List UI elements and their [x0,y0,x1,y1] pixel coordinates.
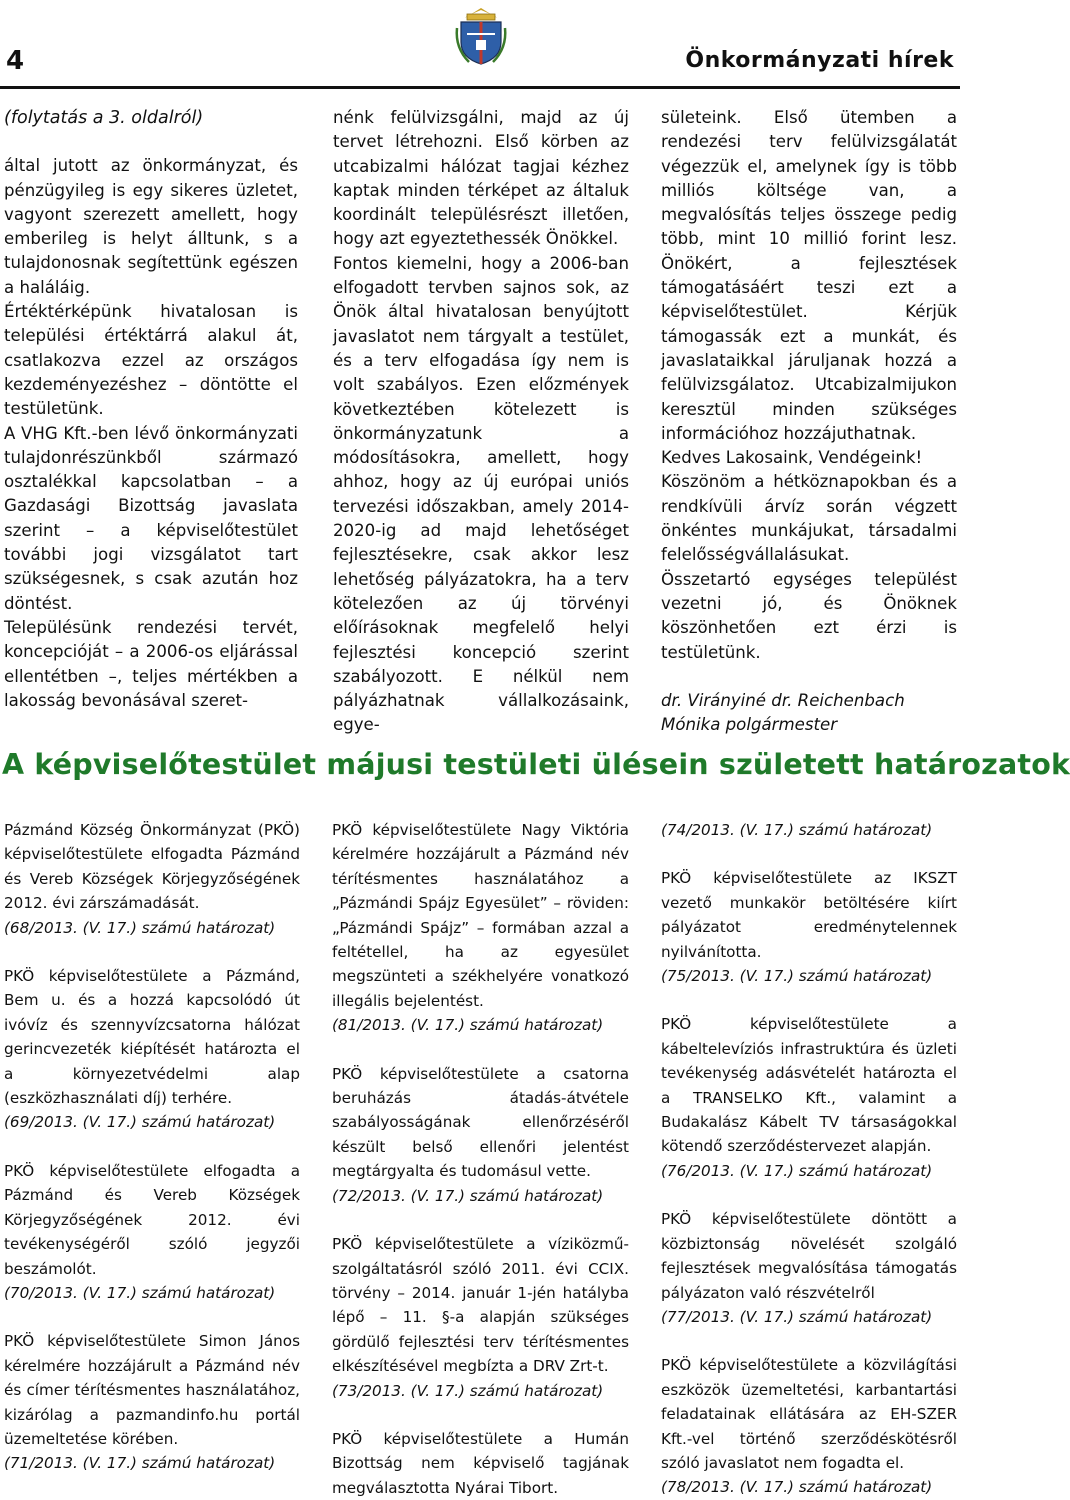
article-column-1 [4,106,298,713]
resolution-item [661,1207,957,1329]
resolution-ref: (73/2013. (V. 17.) számú határozat) [332,1381,604,1400]
resolution-ref: (75/2013. (V. 17.) számú határozat) [661,967,933,986]
resolution-text: PKÖ képviselőtestülete elfogadta a Pázmánd és Vereb Községek Körjegyzőségének 2012. évi tevékenységéről szóló jegyzői beszámolót. [4,1161,300,1278]
article-column-3 [661,106,957,737]
article-paragraph: A VHG Kft.-ben lévő önkormányzati tulajdonrészünkből származó osztalékkal kapcsolatban – a Gazdasági Bizottság javaslata szerint – a képviselőtestület további jogi vizsgálatot tart szükségesnek, s csak azután hoz döntést. [4,423,298,613]
page-header [0,0,960,90]
article-paragraph: sületeink. Első ütemben a rendezési terv felülvizsgálatát végezzük el, amelynek így is több milliós költsége van, a megvalósítás teljes összege pedig több, mint 10 millió forint lesz. Önökért, a fejlesztések támogatásáért teszi ezt a képviselőtestület. Kérjük támogassák ezt a munkát, és javaslataikkal járuljanak hozzá a felülvizsgálatoz. Utcabizalmijukon keresztül minden szükséges információhoz hozzájuthatnak. [661,108,957,443]
resolution-text: PKÖ képviselőtestülete Simon János kérelmére hozzájárult a Pázmánd név és címer térítésmentes használatához, kizárólag a pazmandinfo.hu portál üzemeltetése körében. [4,1332,300,1448]
article-paragraph: Köszönöm a hétköznapokban és a rendkívüli árvíz során végzett önkéntes munkájukat, társadalmi felelősségvállalásukat. [661,472,957,565]
resolution-ref: (76/2013. (V. 17.) számú határozat) [661,1161,933,1180]
resolutions-column-2 [332,818,629,1500]
resolution-item [4,1329,300,1475]
article-paragraph: Településünk rendezési tervét, koncepcióját – a 2006-os eljárással ellentétben –, teljes mértékben a lakosság bevonásával szeret- [4,617,298,710]
resolution-text: PKÖ képviselőtestülete a Pázmánd, Bem u. és a hozzá kapcsolódó út ivóvíz és szennyvízcsatorna hálózat gerincvezeték kiépítését határozta el a környezetvédelmi alap (eszközhasználati díj) terhére. [4,967,300,1108]
greeting: Kedves Lakosaink, Vendégeink! [661,448,923,468]
resolution-item [661,1353,957,1499]
section-title: Önkormányzati hírek [685,48,954,73]
resolution-ref: (74/2013. (V. 17.) számú határozat) [661,821,933,839]
article-paragraph: Értéktérképünk hivatalosan is települési értéktárrá alakul át, csatlakozva ezzel az országos kezdeményezéshez – döntötte el testületünk. [4,302,298,419]
signature-title: Mónika polgármester [661,715,838,735]
resolution-ref: (71/2013. (V. 17.) számú határozat) [4,1454,276,1473]
resolution-item [332,818,629,1038]
resolution-text: PKÖ képviselőtestülete a víziközmű-szolgáltatásról szóló 2011. évi CCIX. törvény – 2014. január 1-jén hatályba lépő – 11. §-a alapján szükséges gördülő fejlesztési terv térítésmentes elkészítésével megbízta a DRV Zrt-t. [332,1235,629,1376]
article-column-2 [333,106,629,738]
resolution-ref: (72/2013. (V. 17.) számú határozat) [332,1186,604,1205]
resolution-item [661,866,957,988]
resolution-item [332,1232,629,1403]
resolutions-column-1 [4,818,300,1476]
resolution-text: PKÖ képviselőtestülete a Humán Bizottság nem képviselő tagjának megválasztotta Nyárai Tibort. [332,1429,629,1497]
article-paragraph: Fontos kiemelni, hogy a 2006-ban elfogadott tervben sajnos sok, az Önök által hivatalosan benyújtott javaslatot nem tárgyalt a testület, és a terv elfogadása így nem is volt szabályos. Ezen előzmények következtében kötelezett is önkormányzatunk a módosításokra, amellett, hogy ahhoz, hogy az új európai uniós tervezési időszakban, amely 2014-2020-ig ad majd lehetőséget fejlesztésekre, csak akkor lesz lehetőség pályázatokra, ha a terv kötelezően az új törvényi előírásoknak megfelelő helyi fejlesztési koncepció szerint szabályozott. E nélkül nem pályázhatnak vállalkozásaink, egye- [333,253,629,735]
resolution-item [661,1012,957,1183]
resolution-ref: (69/2013. (V. 17.) számú határozat) [4,1113,276,1132]
resolution-item [4,818,300,940]
resolution-text: PKÖ képviselőtestülete a csatorna beruházás átadás-átvétele szabályosságának ellenőrzéséről készült belső ellenőri jelentést megtárgyalta és tudomásul vette. [332,1064,629,1181]
resolution-item [4,1159,300,1305]
resolution-text: PKÖ képviselőtestülete az IKSZT vezető munkakör betöltésére kiírt pályázatot eredménytelennek nyilvánította. [661,869,957,961]
resolution-item [4,964,300,1135]
resolution-text: Pázmánd Község Önkormányzat (PKÖ) képviselőtestülete elfogadta Pázmánd és Vereb Községek Körjegyzőségének 2012. évi zárszámadását. [4,821,300,913]
resolution-item [332,1062,629,1208]
resolution-ref: (81/2013. (V. 17.) számú határozat) [332,1016,604,1035]
article-paragraph: nénk felülvizsgálni, majd az új tervet létrehozni. Első körben az utcabizalmi hálózat tagjai kézhez kaptak minden térképet az általuk koordinált településrészt illetően, hogy azt egyeztethessék Önökkel. [333,108,629,249]
resolution-text: PKÖ képviselőtestülete a kábeltelevíziós infrastruktúra és üzleti tevékenység adásvételét határozta el a TRANSELKO Kft., valamint a Budakalász Kábelt TV társaságokkal kötendő szerződéstervezet alapján. [661,1015,957,1156]
resolution-ref: (70/2013. (V. 17.) számú határozat) [4,1283,276,1302]
resolution-ref: (78/2013. (V. 17.) számú határozat) [661,1478,933,1497]
resolutions-column-3 [661,818,957,1500]
signature-name: dr. Virányiné dr. Reichenbach [661,690,905,710]
resolution-item [332,1427,629,1500]
article-paragraph: Összetartó egységes települést vezetni jó, és Önöknek köszönhetően ezt érzi is testületünk. [661,569,957,662]
coat-of-arms-icon [455,4,507,66]
resolution-text: PKÖ képviselőtestülete a közvilágítási eszközök üzemeltetési, karbantartási feladatainak ellátására az EH-SZER Kft.-vel történő szerződéskötésről szóló javaslatot nem fogadta el. [661,1356,957,1472]
article-paragraph: által jutott az önkormányzat, és pénzügyileg is egy sikeres üzletet, vagyont szerezett amellett, hogy emberileg is helyt álltunk, s a tulajdonosnak segítettünk egészen a haláláig. [4,156,298,297]
resolution-ref: (68/2013. (V. 17.) számú határozat) [4,918,276,937]
header-rule [0,86,960,89]
continued-note: (folytatás a 3. oldalról) [4,108,204,128]
resolution-ref: (77/2013. (V. 17.) számú határozat) [661,1307,933,1326]
page-number: 4 [6,46,25,76]
resolution-text: PKÖ képviselőtestülete Nagy Viktória kérelmére hozzájárult a Pázmánd név térítésmentes használatához a „Pázmándi Spájz Egyesület” – röviden: „Pázmándi Spájz” – formában azzal a feltétellel, ha az egyesület megszünteti a székhelyére vonatkozó illegális bejelentést. [332,821,629,1010]
resolutions-headline: A képviselőtestület májusi testületi ülésein született határozatok [2,748,1070,781]
resolution-text: PKÖ képviselőtestülete döntött a közbiztonság növelését szolgáló fejlesztések megvalósítása támogatás pályázaton való részvételről [661,1210,957,1302]
